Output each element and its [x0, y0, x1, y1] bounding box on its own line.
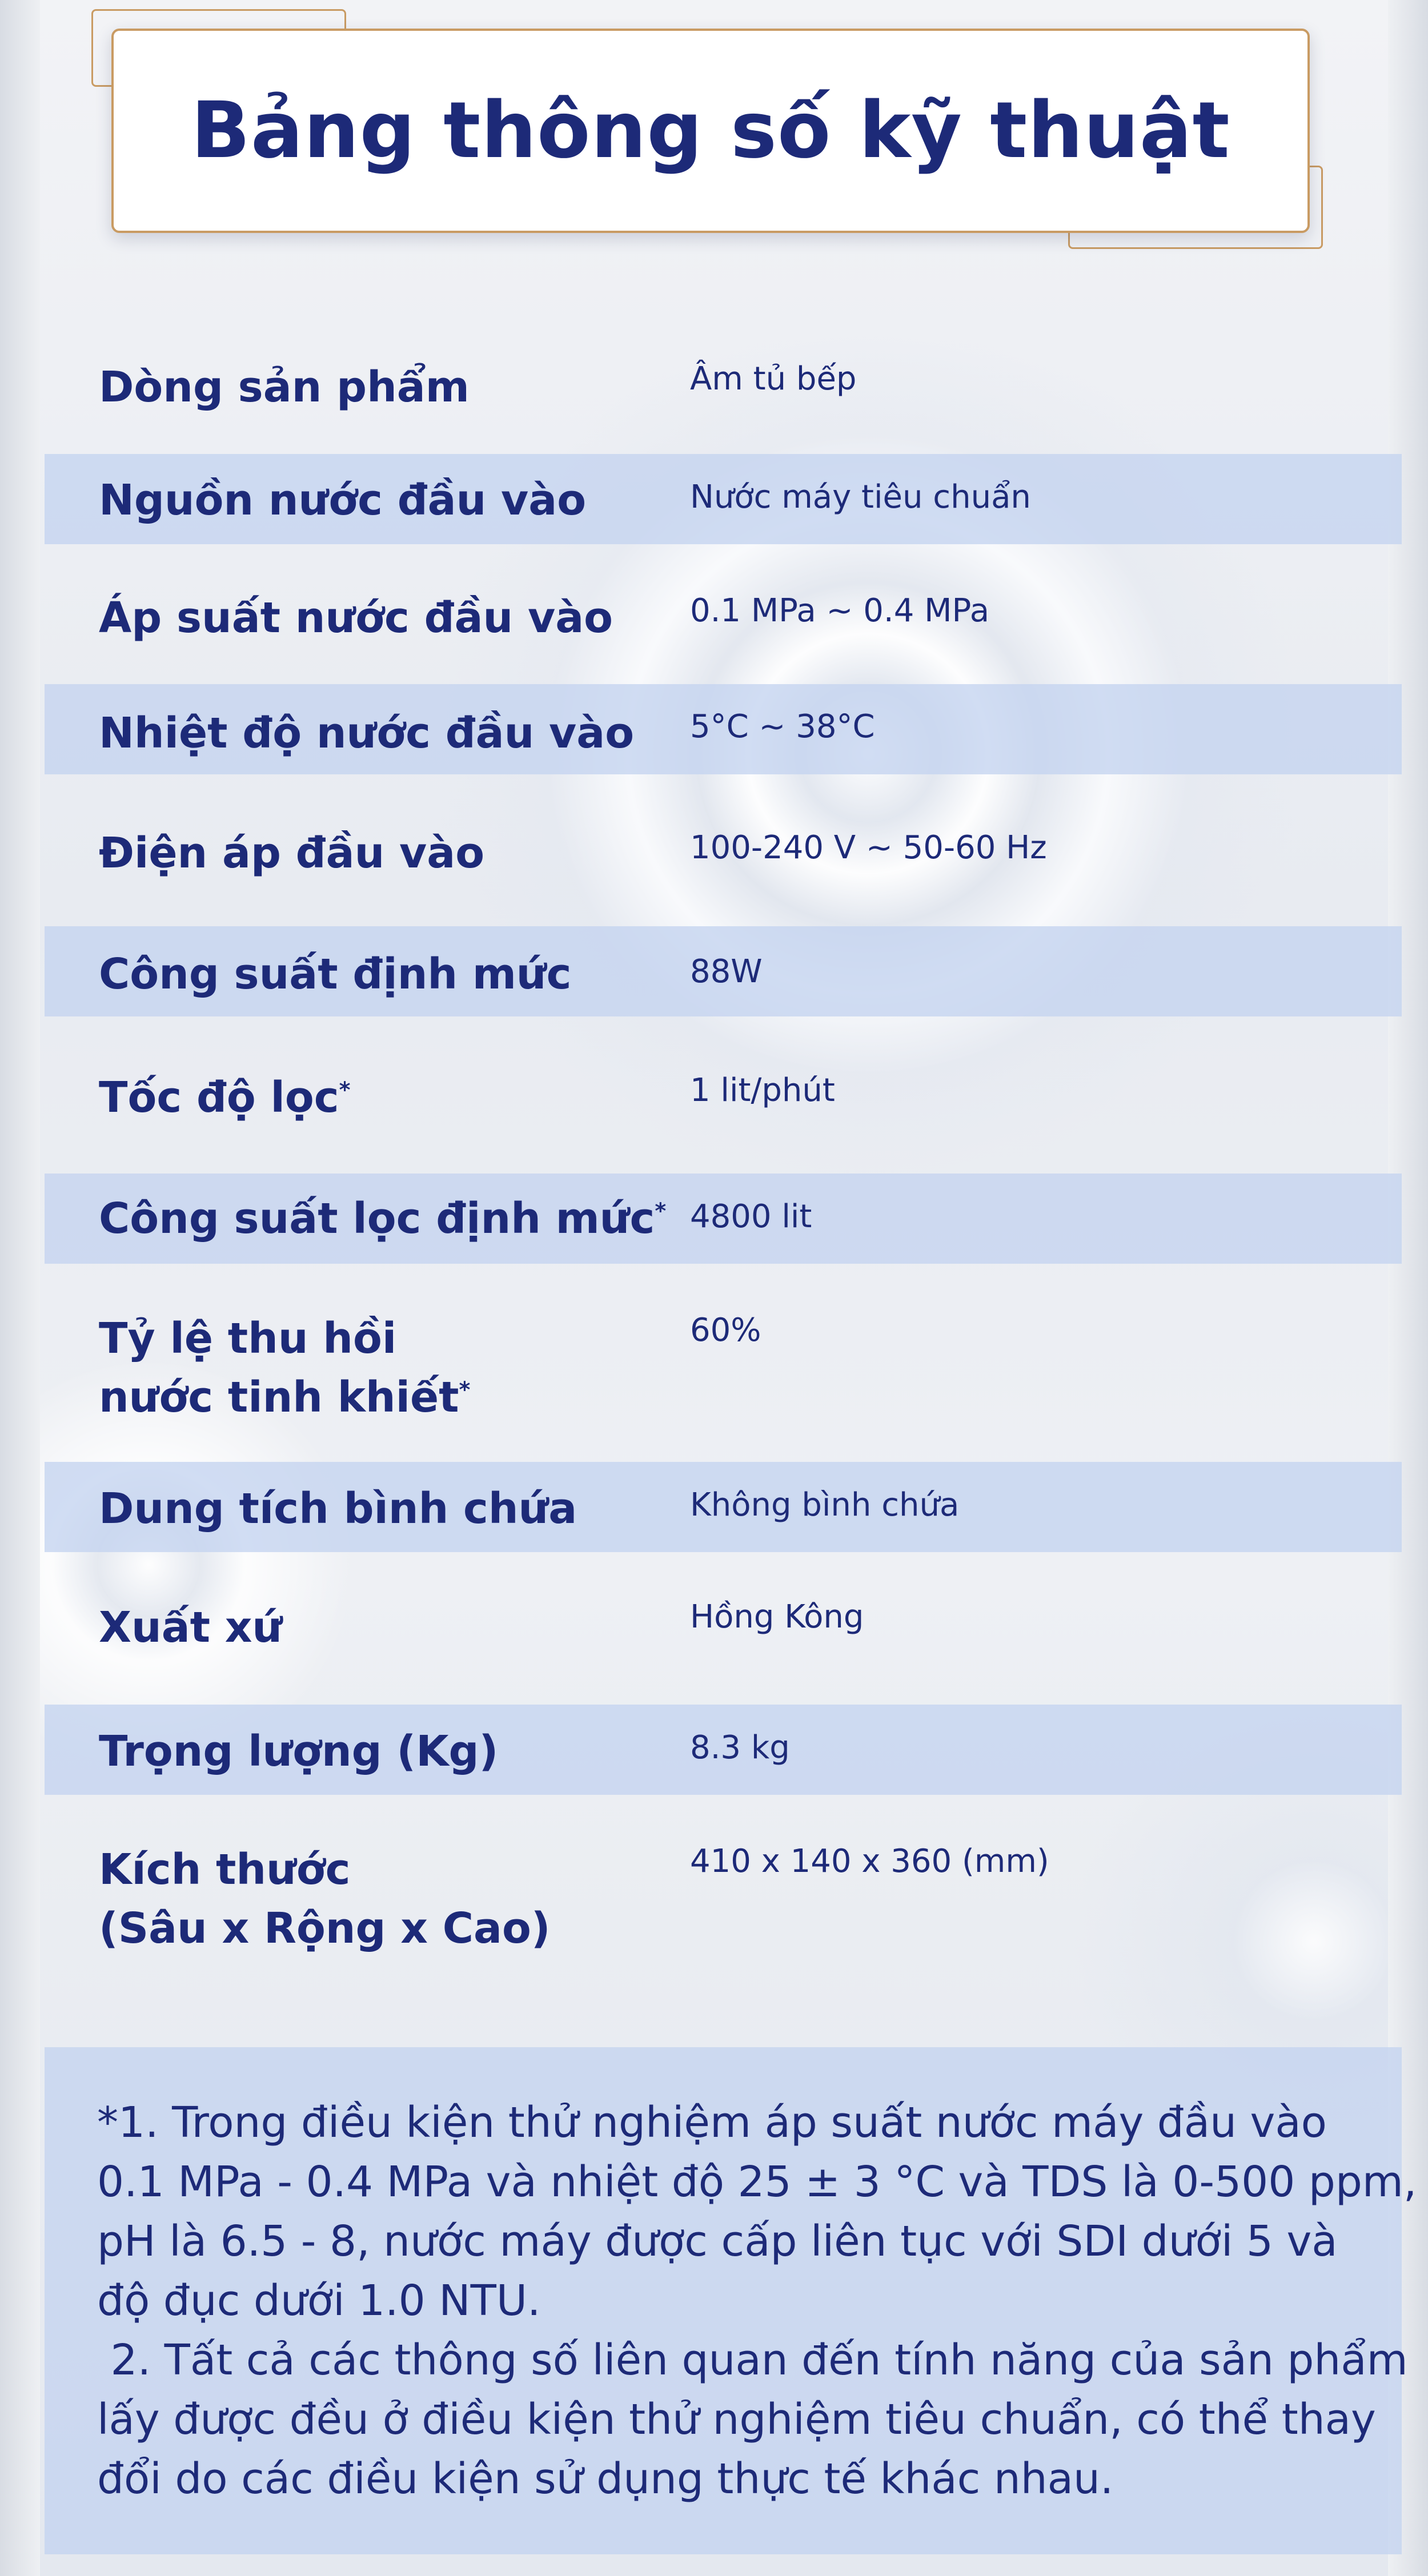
footnote-line: đổi do các điều kiện sử dụng thực tế khác nhau.	[97, 2454, 1114, 2503]
spec-row-rated-power	[45, 926, 1402, 1016]
spec-row-inlet-temperature	[45, 684, 1402, 774]
spec-label-line2: nước tinh khiết*	[99, 1373, 471, 1422]
spec-value: Nước máy tiêu chuẩn	[690, 479, 1031, 516]
footnote-line: lấy được đều ở điều kiện thử nghiệm tiêu chuẩn, có thể thay	[97, 2395, 1376, 2444]
spec-row-filter-speed	[45, 1045, 1402, 1159]
spec-value: 100-240 V ~ 50-60 Hz	[690, 829, 1047, 866]
spec-value: 5°C ~ 38°C	[690, 708, 875, 745]
spec-row-input-voltage	[45, 799, 1402, 902]
footnote-box	[45, 2047, 1417, 2554]
footnote-mark: *	[655, 1198, 667, 1224]
spec-label: Điện áp đầu vào	[99, 829, 485, 878]
spec-value: Âm tủ bếp	[690, 360, 857, 397]
spec-value: 410 x 140 x 360 (mm)	[690, 1843, 1049, 1880]
footnote-line: *1. Trong điều kiện thử nghiệm áp suất nước máy đầu vào	[97, 2098, 1327, 2147]
spec-value: 88W	[690, 953, 763, 990]
spec-row-weight	[45, 1705, 1402, 1795]
spec-value: 0.1 MPa ~ 0.4 MPa	[690, 592, 990, 629]
spec-value: 1 lit/phút	[690, 1072, 835, 1109]
spec-row-dimensions	[45, 1816, 1402, 1987]
spec-label: Nhiệt độ nước đầu vào	[99, 709, 635, 758]
spec-row-origin	[45, 1576, 1402, 1679]
spec-label-line2: (Sâu x Rộng x Cao)	[99, 1904, 551, 1953]
left-edge-shadow	[0, 0, 40, 2576]
spec-label: Công suất lọc định mức*	[99, 1194, 667, 1243]
footnote-line: 2. Tất cả các thông số liên quan đến tính năng của sản phẩm	[97, 2336, 1408, 2385]
spec-row-tank-capacity	[45, 1462, 1402, 1552]
spec-label: Xuất xứ	[99, 1603, 283, 1652]
spec-value: 60%	[690, 1312, 761, 1349]
footnote-line: 0.1 MPa - 0.4 MPa và nhiệt độ 25 ± 3 °C và TDS là 0-500 ppm,	[97, 2157, 1417, 2207]
spec-row-rated-filter-capacity	[45, 1174, 1402, 1264]
footnote-mark: *	[339, 1077, 351, 1103]
spec-label: Áp suất nước đầu vào	[99, 593, 613, 642]
spec-label: Tốc độ lọc*	[99, 1073, 351, 1122]
spec-label: Dung tích bình chứa	[99, 1484, 577, 1533]
page-title: Bảng thông số kỹ thuật	[191, 86, 1230, 176]
spec-label: Trọng lượng (Kg)	[99, 1727, 499, 1776]
spec-row-recovery-rate	[45, 1285, 1402, 1456]
spec-label: Dòng sản phẩm	[99, 363, 470, 412]
footnote-line: độ đục dưới 1.0 NTU.	[97, 2276, 541, 2325]
spec-label: Kích thước	[99, 1845, 351, 1894]
spec-row-water-source	[45, 454, 1402, 544]
spec-value: 4800 lit	[690, 1198, 812, 1235]
spec-row-inlet-pressure	[45, 571, 1402, 662]
spec-value: Hồng Kông	[690, 1598, 864, 1635]
spec-value: Không bình chứa	[690, 1486, 960, 1524]
title-card	[111, 29, 1310, 233]
spec-label: Công suất định mức	[99, 950, 572, 999]
spec-label: Tỷ lệ thu hồi	[99, 1314, 397, 1363]
spec-value: 8.3 kg	[690, 1729, 790, 1766]
spec-label: Nguồn nước đầu vào	[99, 476, 587, 525]
footnote-line: pH là 6.5 - 8, nước máy được cấp liên tục với SDI dưới 5 và	[97, 2217, 1338, 2266]
footnote-mark: *	[459, 1377, 471, 1402]
spec-row-product-line	[45, 343, 1402, 433]
